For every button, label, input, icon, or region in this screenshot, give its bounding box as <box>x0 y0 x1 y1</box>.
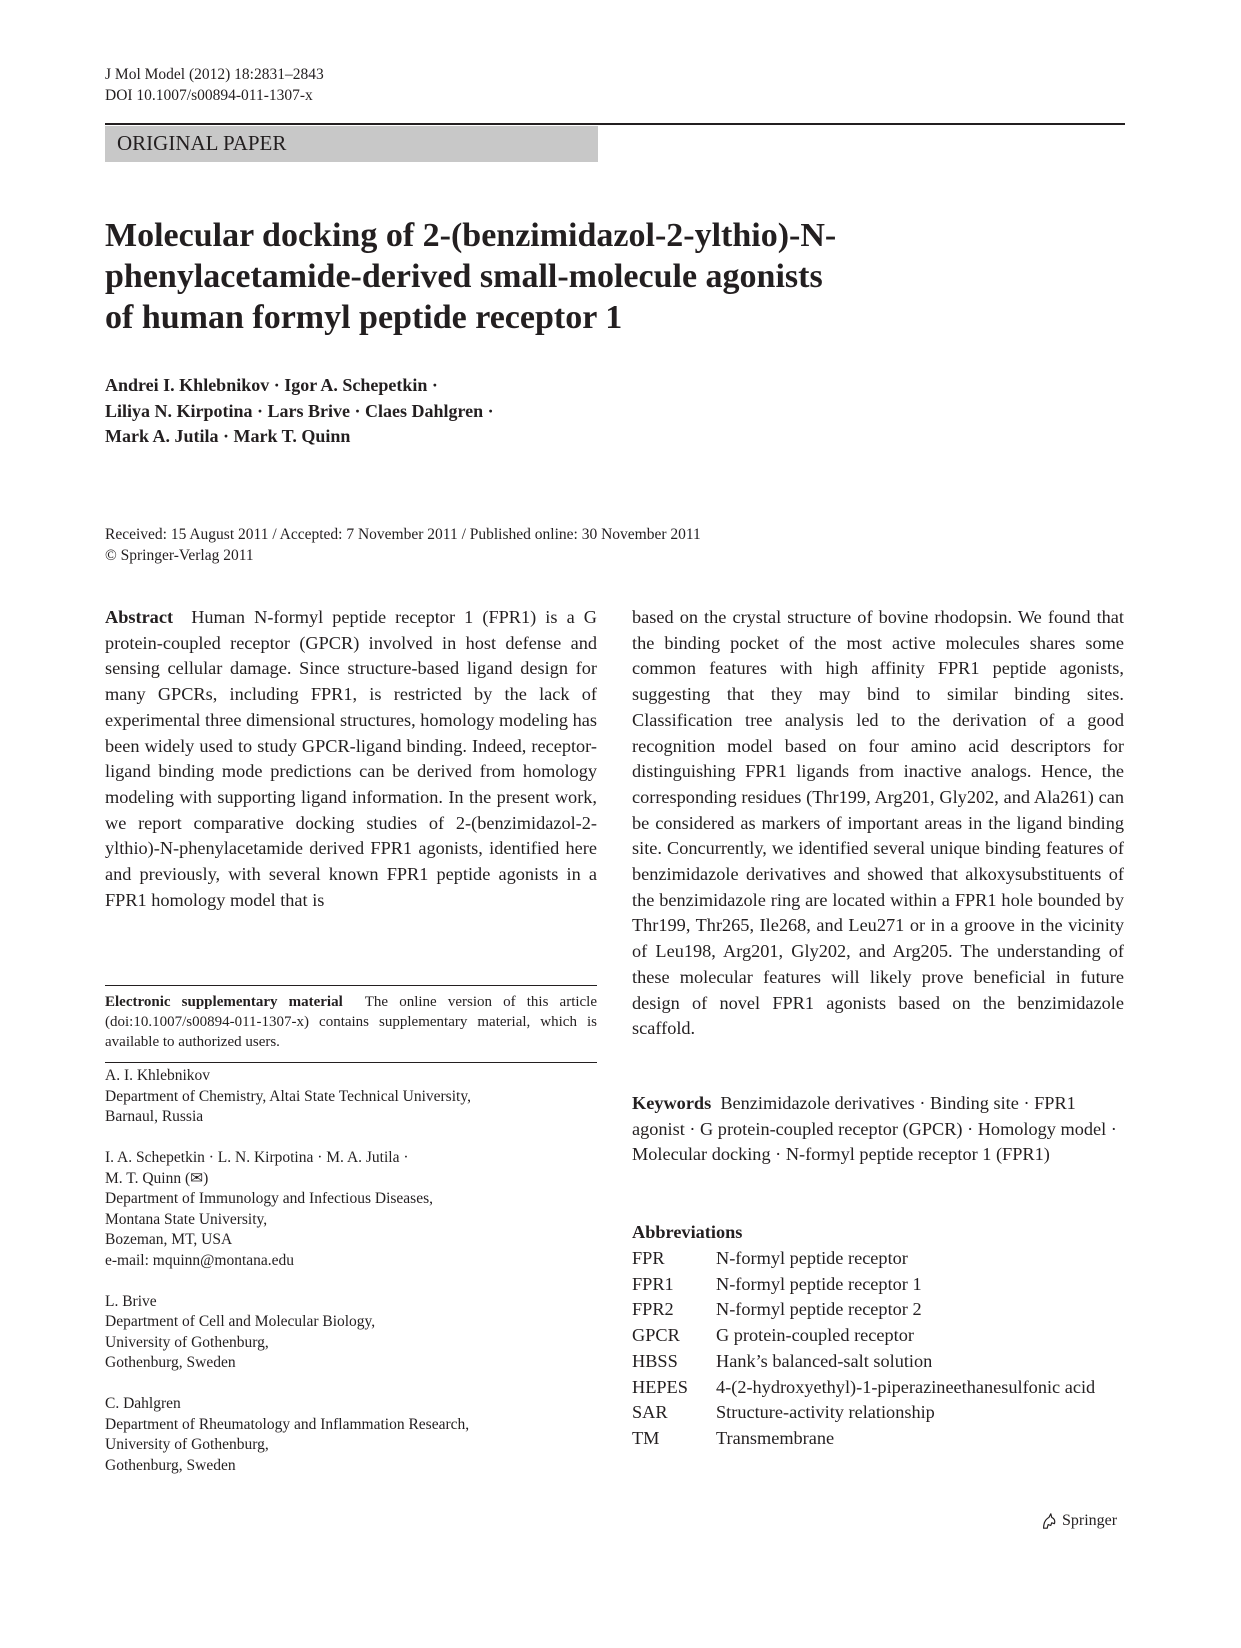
publisher-name: Springer <box>1062 1512 1118 1529</box>
affiliation-block <box>105 1292 597 1374</box>
abbreviation: HEPES <box>632 1376 688 1397</box>
supplementary-heading: Electronic supplementary material <box>105 994 343 1010</box>
abbreviation: TM <box>632 1427 660 1448</box>
abbreviation-row <box>632 1349 1124 1375</box>
email-link[interactable]: e-mail: mquinn@montana.edu <box>105 1251 295 1269</box>
keywords-heading: Keywords <box>632 1093 712 1113</box>
abbreviation-meaning: N-formyl peptide receptor 1 <box>716 1273 922 1294</box>
section-label: ORIGINAL PAPER <box>105 126 598 162</box>
affiliations <box>105 1066 597 1497</box>
abbreviation: SAR <box>632 1402 668 1423</box>
abbreviation: HBSS <box>632 1350 678 1371</box>
abbreviation-row <box>632 1426 1124 1452</box>
abbreviation-meaning: Hank’s balanced-salt solution <box>716 1350 933 1371</box>
title-line: of human formyl peptide receptor 1 <box>105 299 623 336</box>
keywords <box>632 1091 1124 1168</box>
header-rule <box>105 123 1125 125</box>
affiliation-line: Department of Chemistry, Altai State Technical University, <box>105 1087 471 1105</box>
publication-dates <box>105 524 1005 566</box>
abstract-left-column <box>105 605 597 913</box>
publisher-logo <box>1040 1512 1117 1530</box>
paper-title <box>105 215 925 338</box>
abbreviation-meaning: Structure-activity relationship <box>716 1402 935 1423</box>
abstract-heading: Abstract <box>105 607 174 627</box>
author-list <box>105 373 805 450</box>
abbreviation-row <box>632 1272 1124 1298</box>
abbreviations-table <box>632 1246 1124 1452</box>
abstract-text-left: Human N-formyl peptide receptor 1 (FPR1) is a G protein-coupled receptor (GPCR) involved in host defense and sensing cellular damage. Since structure-based ligand design for many GPCRs, including FPR1, is restricted by the lack of experimental three dimensional structures, homology modeling has been widely used to study GPCR-ligand binding. Indeed, receptor-ligand binding mode predictions can be derived from homology modeling with supporting ligand information. In the present work, we report comparative docking studies of 2-(benzimidazol-2-ylthio)-N-phenylacetamide derived FPR1 agonists, identified here and previously, with several known FPR1 peptide agonists in a FPR1 homology model that is <box>105 607 597 910</box>
affiliation-line: Department of Cell and Molecular Biology, <box>105 1313 376 1330</box>
abbreviations-heading: Abbreviations <box>632 1222 743 1242</box>
affiliation-line: Bozeman, MT, USA <box>105 1231 233 1248</box>
affiliation-line: Montana State University, <box>105 1210 268 1228</box>
history-dates: Received: 15 August 2011 / Accepted: 7 November 2011 / Published online: 30 November 2011 <box>105 526 701 543</box>
abbreviation: FPR1 <box>632 1273 674 1294</box>
doi: DOI 10.1007/s00894-011-1307-x <box>105 87 313 104</box>
abbreviation-meaning: N-formyl peptide receptor <box>716 1248 908 1268</box>
affiliation-line: M. T. Quinn (✉) <box>105 1169 209 1187</box>
abbreviation: FPR2 <box>632 1299 674 1320</box>
abbreviation: FPR <box>632 1248 665 1268</box>
affiliation-line: Gothenburg, Sweden <box>105 1354 236 1371</box>
abstract-right-column <box>632 605 1124 1042</box>
title-line: phenylacetamide-derived small-molecule agonists <box>105 258 823 295</box>
abbreviation-row <box>632 1323 1124 1349</box>
affiliation-line: I. A. Schepetkin · L. N. Kirpotina · M. A. Jutila · <box>105 1149 409 1166</box>
affiliation-line: University of Gothenburg, <box>105 1333 269 1351</box>
affiliation-line: C. Dahlgren <box>105 1395 181 1412</box>
affiliation-block <box>105 1394 597 1476</box>
springer-horse-icon <box>1040 1512 1058 1530</box>
abbreviation-row <box>632 1246 1124 1272</box>
abbreviation-meaning: G protein-coupled receptor <box>716 1325 914 1346</box>
author-line: Liliya N. Kirpotina · Lars Brive · Claes Dahlgren · <box>105 400 494 421</box>
copyright: © Springer-Verlag 2011 <box>105 547 254 564</box>
author-line: Andrei I. Khlebnikov · Igor A. Schepetkin · <box>105 375 438 395</box>
affiliation-line: Gothenburg, Sweden <box>105 1456 236 1474</box>
abbreviation-row <box>632 1375 1124 1401</box>
abbreviation-meaning: N-formyl peptide receptor 2 <box>716 1299 922 1320</box>
affiliation-line: L. Brive <box>105 1292 157 1310</box>
abbreviation-row <box>632 1400 1124 1426</box>
affiliation-block <box>105 1066 597 1128</box>
affiliation-line: Department of Rheumatology and Inflammation Research, <box>105 1415 470 1433</box>
abbreviation: GPCR <box>632 1325 680 1346</box>
supplementary-material-box <box>105 985 597 1063</box>
affiliation-line: A. I. Khlebnikov <box>105 1067 211 1084</box>
title-line: Molecular docking of 2-(benzimidazol-2-ylthio)-N- <box>105 217 837 254</box>
affiliation-line: Barnaul, Russia <box>105 1108 204 1125</box>
author-line: Mark A. Jutila · Mark T. Quinn <box>105 426 351 446</box>
supplementary-text: The online version of this article (doi:10.1007/s00894-011-1307-x) contains supplementary material, which is available to authorized users. <box>105 994 598 1050</box>
keywords-text: Benzimidazole derivatives · Binding site · FPR1 agonist · G protein-coupled receptor (GPCR) · Homology model · Molecular docking · N-formyl peptide receptor 1 (FPR1) <box>632 1093 1117 1165</box>
abbreviation-meaning: Transmembrane <box>716 1427 835 1448</box>
affiliation-block <box>105 1148 597 1271</box>
abstract-text-right: based on the crystal structure of bovine rhodopsin. We found that the binding pocket of the most active molecules shares some common features with high affinity FPR1 peptide agonists, suggesting that they may bind to similar binding sites. Classification tree analysis led to the derivation of a good recognition model based on four amino acid descriptors for distinguishing FPR1 ligands from inactive analogs. Hence, the corresponding residues (Thr199, Arg201, Gly202, and Ala261) can be considered as markers of important areas in the ligand binding site. Concurrently, we identified several unique binding features of benzimidazole derivatives and showed that alkoxysubstituents of the benzimidazole ring are located within a FPR1 hole bounded by Thr199, Thr265, Ile268, and Leu271 or in a groove in the vicinity of Leu198, Arg201, Gly202, and Arg205. The understanding of these molecular features will likely prove beneficial in future design of novel FPR1 agonists based on the benzimidazole scaffold. <box>632 607 1124 1039</box>
affiliation-line: Department of Immunology and Infectious Diseases, <box>105 1190 433 1207</box>
journal-citation: J Mol Model (2012) 18:2831–2843 <box>105 66 324 83</box>
abbreviation-row <box>632 1297 1124 1323</box>
affiliation-line: University of Gothenburg, <box>105 1436 269 1453</box>
abbreviation-meaning: 4-(2-hydroxyethyl)-1-piperazineethanesulfonic acid <box>716 1376 1096 1397</box>
